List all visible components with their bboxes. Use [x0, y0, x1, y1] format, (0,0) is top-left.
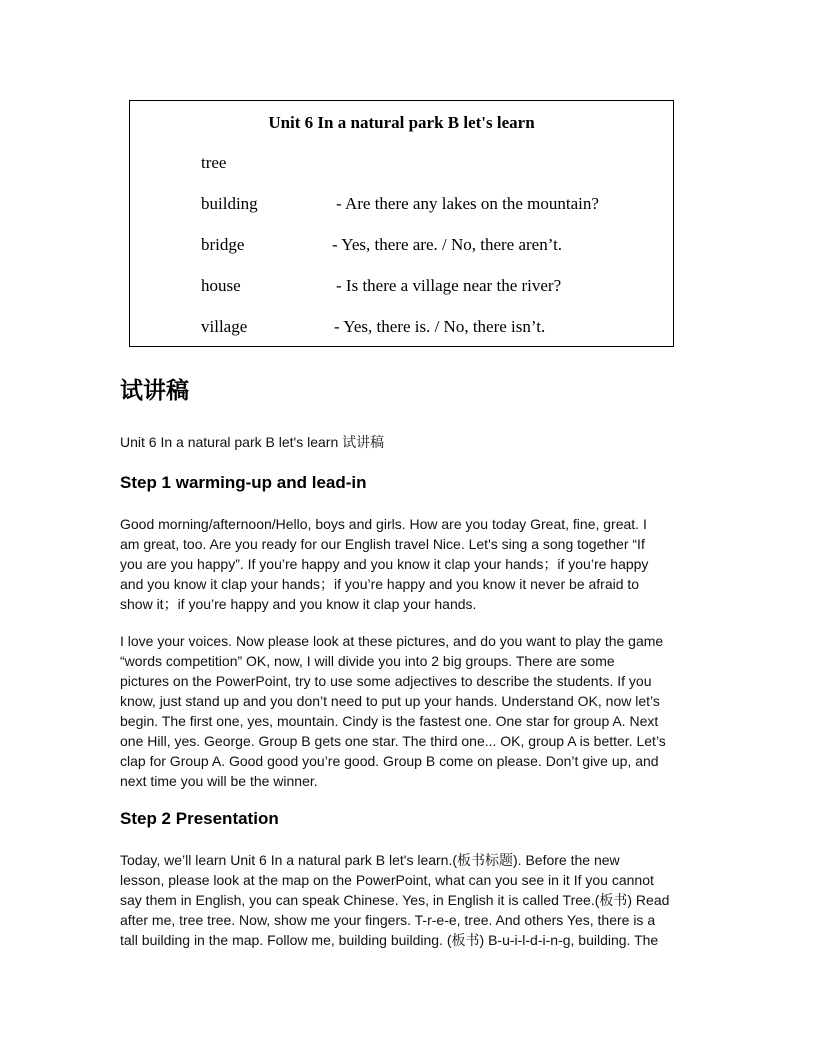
board-row: [130, 316, 673, 338]
page-heading: 试讲稿: [120, 378, 189, 404]
paragraph-line: one Hill, yes. George. Group B gets one star. The third one... OK, group A is better. Let’s: [120, 733, 666, 749]
paragraph-line: tall building in the map. Follow me, building building. (板书) B-u-i-l-d-i-n-g, building. The: [120, 932, 659, 948]
paragraph-line: after me, tree tree. Now, show me your fingers. T-r-e-e, tree. And others Yes, there is a: [120, 912, 656, 928]
board-row: [130, 152, 673, 174]
board-sentence: - Yes, there is. / No, there isn’t.: [334, 317, 546, 336]
board-row: [130, 193, 673, 215]
paragraph-line: you are you happy”. If you’re happy and you know it clap your hands；if you’re happy: [120, 556, 649, 572]
board-plan-box: [129, 100, 674, 347]
board-row: [130, 275, 673, 297]
paragraph-line: show it；if you’re happy and you know it clap your hands.: [120, 596, 477, 612]
paragraph-line: lesson, please look at the map on the PowerPoint, what can you see in it If you cannot: [120, 872, 654, 888]
paragraph-line: I love your voices. Now please look at these pictures, and do you want to play the game: [120, 633, 664, 649]
step2-paragraph-1: [120, 850, 700, 950]
paragraph-line: clap for Group A. Good good you’re good. Group B come on please. Don’t give up, and: [120, 753, 659, 769]
step1-heading: Step 1 warming-up and lead-in: [120, 473, 367, 492]
step1-paragraph-2: [120, 631, 700, 791]
paragraph-line: know, just stand up and you don’t need to put up your hands. Understand OK, now let’s: [120, 693, 660, 709]
paragraph-line: Good morning/afternoon/Hello, boys and girls. How are you today Great, fine, great. I: [120, 516, 647, 532]
board-title: Unit 6 In a natural park B let's learn: [268, 113, 535, 132]
step1-paragraph-1: [120, 514, 700, 614]
paragraph-line: say them in English, you can speak Chinese. Yes, in English it is called Tree.(板书) Read: [120, 892, 670, 908]
board-word: bridge: [201, 235, 245, 254]
paragraph-line: next time you will be the winner.: [120, 773, 318, 789]
board-word: village: [201, 317, 248, 336]
step2-heading: Step 2 Presentation: [120, 809, 279, 828]
paragraph-line: begin. The first one, yes, mountain. Cindy is the fastest one. One star for group A. Next: [120, 713, 659, 729]
board-word: building: [201, 194, 258, 213]
board-word: tree: [201, 153, 227, 172]
board-word: house: [201, 276, 241, 295]
board-sentence: - Are there any lakes on the mountain?: [336, 194, 599, 213]
board-row: [130, 234, 673, 256]
paragraph-line: and you know it clap your hands；if you’re happy and you know it never be afraid to: [120, 576, 640, 592]
board-sentence: - Yes, there are. / No, there aren’t.: [332, 235, 563, 254]
paragraph-line: “words competition” OK, now, I will divide you into 2 big groups. There are some: [120, 653, 615, 669]
board-sentence: - Is there a village near the river?: [336, 276, 562, 295]
paragraph-line: pictures on the PowerPoint, try to use some adjectives to describe the students. If you: [120, 673, 652, 689]
paragraph-line: am great, too. Are you ready for our English travel Nice. Let's sing a song together “If: [120, 536, 645, 552]
paragraph-line: Today, we’ll learn Unit 6 In a natural park B let's learn.(板书标题). Before the new: [120, 852, 620, 868]
document-subtitle: Unit 6 In a natural park B let's learn 试讲稿: [120, 434, 385, 450]
